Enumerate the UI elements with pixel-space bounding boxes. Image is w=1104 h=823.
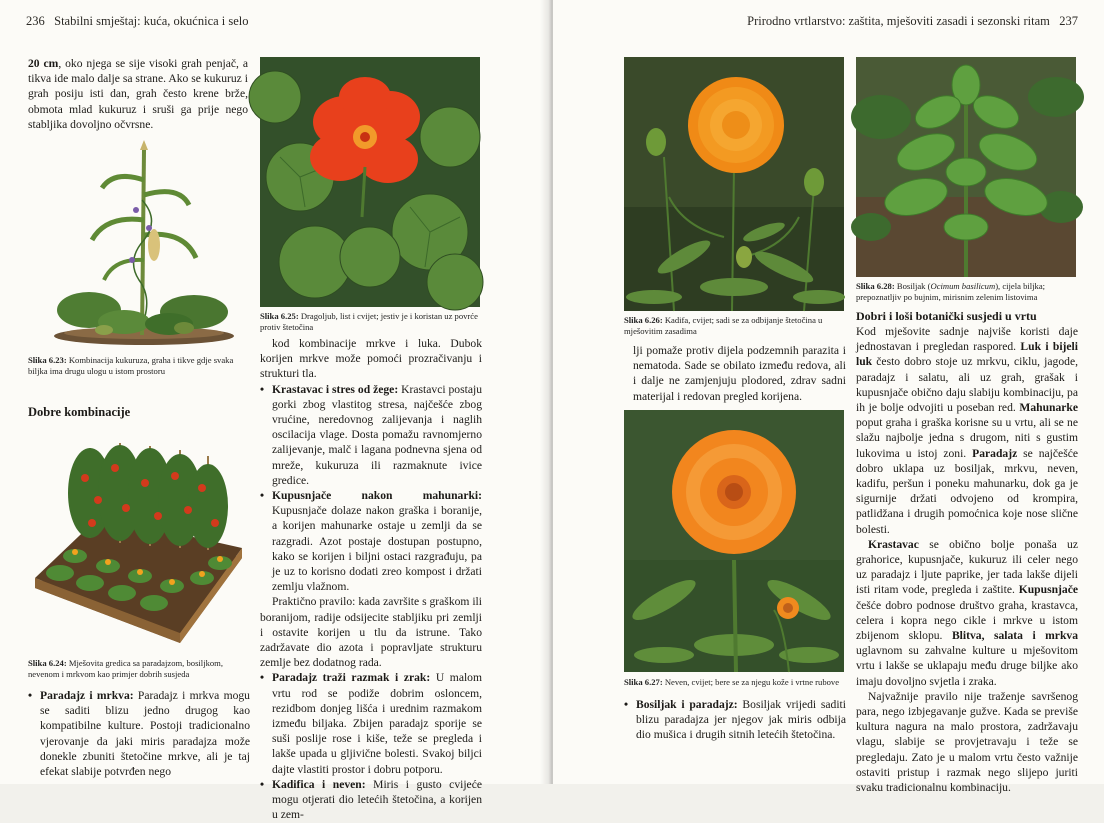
bullet-paradajz-razmak-title: Paradajz traži razmak i zrak: — [272, 671, 431, 685]
fig23-text: Kombinacija kukuruza, graha i tikve gdje svaka biljka ima drugu ulogu u istom prostoru — [28, 355, 234, 376]
left-col2-body — [260, 336, 482, 823]
fig28-label: Slika 6.28: — [856, 281, 895, 291]
right-header-title: Prirodno vrtlarstvo: zaštita, mješoviti zasadi i sezonski ritam — [747, 14, 1050, 28]
fig24-label: Slika 6.24: — [28, 658, 67, 668]
left-page-number: 236 — [26, 14, 45, 28]
fig25-text: Dragoljub, list i cvijet; jestiv je i koristan uz povrće protiv štetočina — [260, 311, 478, 332]
bullet-krastavac-text: Krastavci postaju gorki zbog vlastitog stresa, najčešće zbog vrućine, neredovnog zalijevanja i naglih oscilacija vlage. Dosta pomažu ravnomjerno zalijevanje, malč i lagana podnevna sjena od mreže, kukuruza ili razmaknute ivice gredice. — [272, 382, 482, 487]
practical-rule-paragraph: Praktično pravilo: kada završite s graškom ili boranijom, radije odsijecite stabljiku pri zemlji i ostavite korijen u tlu da istrune. Tako zadržavate dio azota i popravljate strukturu zemlje bez dodatnog rada. — [260, 595, 482, 670]
fig27-text: Neven, cvijet; bere se za njegu kože i vrtne rubove — [662, 677, 840, 687]
bullet-kadifica-title: Kadifica i neven: — [272, 777, 366, 791]
fig24-text: Mješovita gredica sa paradajzom, bosiljkom, nevenom i mrkvom kao primjer dobrih susjeda — [28, 658, 224, 679]
bullet-paradajz-razmak — [260, 670, 482, 776]
fig23-label: Slika 6.23: — [28, 355, 67, 365]
right-page-number: 237 — [1059, 14, 1078, 28]
right-running-header — [747, 14, 1078, 29]
bullet-kadifica — [260, 777, 482, 823]
figure-6-23-corn-bean-squash-illustration — [44, 140, 242, 346]
left-running-header — [26, 14, 249, 29]
neighbours-paragraph-2: Krastavac se obično bolje ponaša uz grahorice, kupusnjače, kukuruz ili celer nego uz paradajz i ljute paprike, jer tada lakše dijeli isti ritam vode, pregleda i zaštite. Kupusnjače češće dobro podnose društvo graha, krastavca, celera i kopra nego cikle i mrkve u istom zbijenom sklopu. Blitva, salata i mrkva uglavnom su zahvalne kulture u mješovitom vrtu i lakše se uklapaju među druge biljke ako imaju dovoljno svjetla i zraka. — [856, 537, 1078, 688]
figure-6-24-caption — [28, 658, 250, 679]
bullet-paradajz-razmak-text: U malom vrtu rod se podiže dobrim osloncem, rezidbom donjeg lišća i urednim razmakom između biljaka. Zbijen paradajz sporije se suši poslije rose i kiše, teže se pregleda i lakše upada u gljivične bolesti. Svakoj biljci dajte vlastiti prostor i dobru potporu. — [272, 671, 482, 776]
intro-paragraph — [28, 56, 248, 132]
bullet-bosiljak-text: Bosiljak vrijedi saditi blizu paradajza jer njegov jak miris odbija dio mušica i drugih sitnih letećih štetočina. — [636, 698, 846, 742]
figure-6-25-caption — [260, 311, 482, 332]
left-col1-bullets — [28, 688, 250, 779]
fig28-text-after: ), cijela biljka; prepoznatljiv po bujnim, mirisnim zelenim listovima — [856, 281, 1046, 302]
figure-6-27-caption — [624, 677, 846, 688]
intro-text: , oko njega se sije visoki grah penjač, a tikva ide malo dalje sa strane. Ako se kukuruz i grah posiju isti dan, grah često krene brže, obmota mlad kukuruz i sruši ga prije nego stabljika dovoljno očvrsne. — [28, 57, 248, 131]
bullet-kupusnjace — [260, 488, 482, 594]
fig28-latin-name: Ocimum basilicum — [930, 281, 996, 291]
col1-continued-text: lji pomaže protiv dijela podzemnih parazita i nematoda. Sade se obilato između redova, ali i dalje ne zamjenjuju plodored, zdrav sadni materijal i redovan pregled korijena. — [633, 344, 846, 403]
section-good-combinations: Dobre kombinacije — [28, 405, 131, 419]
bullet-krastavac — [260, 382, 482, 488]
figure-6-26-marigold-photo — [624, 57, 844, 311]
figure-6-27-calendula-photo — [624, 410, 844, 672]
figure-6-24-raised-bed-illustration — [30, 438, 246, 648]
col2-continued-text: kod kombinacije mrkve i luka. Dubok korijen mrkve može pomoći prozračivanju i strukturi tla. — [260, 337, 482, 381]
right-col2-body — [856, 324, 1078, 795]
bullet-bosiljak-title: Bosiljak i paradajz: — [636, 698, 738, 711]
section-good-bad-neighbours: Dobri i loši botanički susjedi u vrtu — [856, 309, 1037, 323]
neighbours-paragraph-3: Najvažnije pravilo nije traženje savršenog para, nego izbjegavanje gužve. Kada se previše kultura nagura na malo prostora, zadržavaju vlagu, slabije se provjetravaju i teže se pregledaju. Zato je u malom vrtu često važnije ostaviti pristup i razmak nego slijepo juriti svaku tradicionalnu kombinaciju. — [856, 689, 1078, 795]
left-header-title: Stabilni smještaj: kuća, okućnica i selo — [54, 14, 249, 28]
figure-6-28-caption — [856, 281, 1078, 302]
neighbours-paragraph-1: Kod mješovite sadnje najviše koristi daje jednostavan i pregledan raspored. Luk i bijeli luk često dobro stoje uz mrkvu, ciklu, jagode, paradajz i salatu, ali uz grah, grašak i kupusnjače obično daju slabiju kombinaciju, pa ih je bolje odvojiti u poseban red. Mahunarke poput graha i graška korisne su u vrtu, ali se ne slažu najbolje jedna s drugom, niti s gustim lukovima u istoj zoni. Paradajz se najčešće dobro uklapa uz bosiljak, mrkvu, neven, kadifu, peršun i poneku mahunarku, dok ga je sigurnije držati odvojeno od krompira, patlidžana i drugih pomoćnica koje nose slične bolesti. — [856, 325, 1078, 536]
figure-6-28-basil-photo — [856, 57, 1076, 277]
bullet-paradajz-mrkva-text: Paradajz i mrkva mogu se saditi blizu jedno drugog kao kompatibilne kulture. Postoji tradicionalno vjerovanje da jaki miris paradajza može donekle zbuniti štetočine mrkve, ali je taj efekat slabije potvrđen nego — [40, 689, 250, 779]
figure-6-25-nasturtium-photo — [260, 57, 480, 307]
fig26-label: Slika 6.26: — [624, 315, 663, 325]
fig28-text-before: Bosiljak ( — [894, 281, 931, 291]
intro-bold: 20 cm — [28, 57, 59, 70]
bullet-paradajz-mrkva — [28, 688, 250, 779]
fig25-label: Slika 6.25: — [260, 311, 299, 321]
figure-6-23-caption — [28, 355, 250, 376]
bullet-kupusnjace-text: Kupusnjače dolaze nakon graška i boranije, a korijen mahunarke ostaje u zemlji da se razgradi. Azot postaje dostupan postupno, kako se korijen i biljni ostaci razgrađuju, pa je uz to korisno dodati zreo kompost i držati zemlju vlažnom. — [272, 504, 482, 594]
bullet-kupusnjace-title: Kupusnjače nakon mahunarki: — [272, 489, 482, 503]
bullet-krastavac-title: Krastavac i stres od žege: — [272, 382, 399, 396]
right-col1-continued — [633, 343, 846, 404]
left-page — [0, 0, 551, 822]
fig26-text: Kadifa, cvijet; sadi se za odbijanje štetočina u mješovitim zasadima — [624, 315, 823, 336]
bullet-paradajz-mrkva-title: Paradajz i mrkva: — [40, 689, 134, 702]
right-page — [553, 0, 1104, 795]
bullet-kadifica-text: Miris i gusto cvijeće mogu otjerati dio letećih štetočina, a korijen u zem- — [272, 777, 482, 822]
right-col1-bullets — [624, 697, 846, 743]
fig27-label: Slika 6.27: — [624, 677, 663, 687]
bullet-bosiljak — [624, 697, 846, 743]
figure-6-26-caption — [624, 315, 846, 336]
